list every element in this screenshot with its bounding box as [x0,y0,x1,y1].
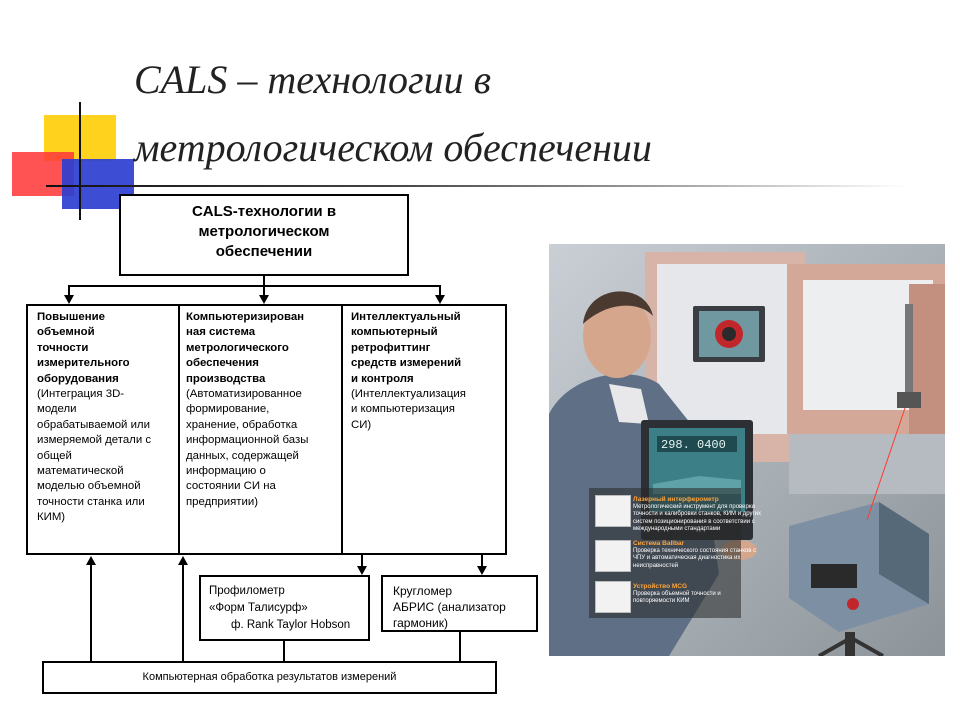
body-line: точности станка или [37,495,145,508]
connector [182,564,184,661]
column-heading [186,310,334,387]
root-box-line: метрологическом [198,223,330,240]
body-line: (Автоматизированное [186,388,302,401]
title-underline [46,185,906,187]
heading-line: ная система [186,326,256,339]
heading-line: измерительного [37,357,130,370]
connector [283,641,285,661]
root-box-line: CALS-технологии в [191,203,337,220]
body-line: предприятии) [186,495,259,508]
caption-mcg [633,583,763,606]
roundness-line: Кругломер [393,584,453,598]
ballbar-icon [595,540,631,572]
body-line: информацию о [186,465,266,478]
photo-display-reading: 298. 0400 [661,438,726,452]
body-line: СИ) [351,418,372,431]
body-line: моделью объемной [37,480,141,493]
body-line: хранение, обработка [186,418,298,431]
heading-line: Интеллектуальный [351,311,461,323]
root-box-line: обеспечении [215,243,313,260]
laser-interferometer-icon [595,495,631,527]
cals-root-box [119,194,409,276]
column-body [186,387,334,510]
branches-box [26,304,507,555]
profilometer-line: ф. Rank Taylor Hobson [231,619,351,631]
slide-title [134,46,934,182]
caption-text: Проверка объемной точности и повторяемости КИМ [633,590,721,605]
heading-line: производства [186,372,266,385]
profilometer-box [199,575,370,641]
caption-laser [633,496,763,534]
heading-line: средств измерений [351,357,462,370]
body-line: модели [37,403,77,416]
mcg-device-icon [595,581,631,613]
connector [459,632,461,661]
body-line: и компьютеризация [351,403,455,416]
column-retrofitting [351,310,501,433]
body-line: КИМ) [37,511,66,524]
body-line: состоянии СИ на [186,480,276,493]
heading-line: объемной [37,326,95,339]
roundness-line: АБРИС (анализатор [393,600,506,614]
roundness-meter-box [381,575,538,632]
heading-line: точности [37,341,89,354]
column-divider [178,306,180,553]
column-heading [37,310,169,387]
caption-title: Лазерный интерферометр [633,496,719,503]
slide-title-line-2: метрологическом обеспечении [134,125,652,170]
arrow-down-icon [477,566,487,575]
arrow-down-icon [64,295,74,304]
heading-line: компьютерный [351,326,438,339]
connector [68,285,441,287]
arrow-up-icon [178,556,188,565]
body-line: формирование, [186,403,270,416]
decor-vertical-line [79,102,81,220]
caption-text: Метрологический инструмент для проверки точности и калибровки станков, КИМ и других систем позиционирования в соответствии с международными стандартами [633,503,762,533]
caption-title: Устройство MCG [633,583,688,590]
body-line: (Интеграция 3D- [37,388,125,401]
profilometer-line: Профилометр [209,585,285,597]
column-computerized-system [186,310,334,510]
column-volumetric-accuracy [37,310,169,526]
caption-title: Система Ballbar [633,540,685,547]
body-line: обрабатываемой или [37,418,150,431]
heading-line: обеспечения [186,357,259,370]
caption-text: Проверка технического состояния станков с ЧПУ и автоматическая диагностика их неисправностей [633,547,757,569]
column-body [37,387,169,526]
body-line: измеряемой детали с [37,434,152,447]
body-line: (Интеллектуализация [351,388,466,401]
body-line: данных, содержащей [186,449,299,462]
connector [90,564,92,661]
roundness-line: гармоник) [393,616,448,630]
body-line: общей [37,449,72,462]
heading-line: ретрофиттинг [351,341,431,354]
heading-line: метрологического [186,341,289,354]
slide-title-line-1: CALS – технологии в [134,57,491,102]
caption-ballbar [633,540,763,570]
arrow-down-icon [357,566,367,575]
heading-line: Компьютеризирован [186,311,305,323]
heading-line: оборудования [37,372,119,385]
profilometer-line: «Форм Талисурф» [209,602,308,614]
arrow-down-icon [435,295,445,304]
column-heading [351,310,501,387]
heading-line: и контроля [351,372,414,385]
arrow-up-icon [86,556,96,565]
heading-line: Повышение [37,311,105,323]
computer-processing-box: Компьютерная обработка результатов измерений [42,661,497,694]
arrow-down-icon [259,295,269,304]
column-body [351,387,501,433]
body-line: математической [37,465,124,478]
operator-photo [549,244,945,656]
body-line: информационной базы [186,434,309,447]
column-divider [341,306,343,553]
